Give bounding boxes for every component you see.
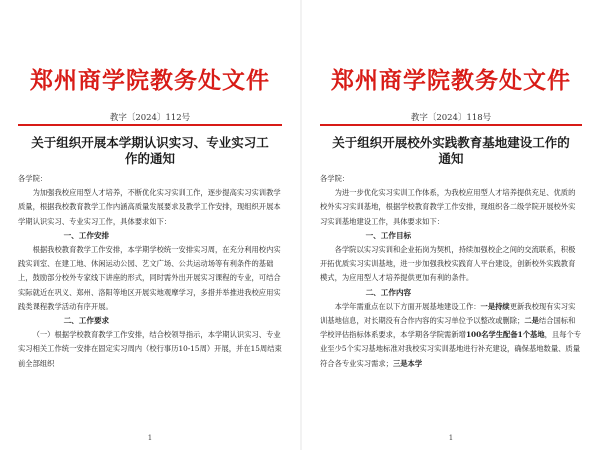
section-paragraph: （一）根据学校教育教学工作安排，结合校领导指示，本学期认识实习、专业实习相关工作统一安排在固定实习周内（校行事历10-15周）开展，并在15周结束前全部组织 [18, 330, 282, 368]
section-paragraph: 根据我校教育教学工作安排，本学期学校统一安排实习周，在充分利用校内实践实训室、在建工地、休闲运动公园、艺文广场、公共运动场等有利条件的基础上，鼓励部分校外专家线下讲座的形式，同时需外出开展实习课程的专业，可结合实际就近在巩义、郑州、洛阳等地区开展实地观摩学习，多措并举推进我校应用实践类课程教学活动有序开展。 [18, 245, 281, 311]
document-title: 关于组织开展校外实践教育基地建设工作的通知 [332, 135, 570, 166]
bold-run: 一是持续 [480, 301, 510, 311]
section-heading: 一、工作目标 [365, 230, 412, 240]
bold-run: 二是 [524, 316, 539, 326]
salutation: 各学院： [18, 174, 48, 183]
section-paragraph [320, 300, 582, 371]
header-divider [18, 124, 282, 126]
section-heading: 二、工作内容 [365, 287, 412, 297]
page-number: 1 [448, 434, 454, 442]
document-page-right [302, 0, 600, 450]
salutation: 各学院： [320, 174, 350, 183]
intro-paragraph: 为进一步优化实习实训工作体系，为我校应用型人才培养提供充足、优质的校外实习实训基地，根据学校教育教学工作安排，现组织各二级学院开展校外实习实训基地建设工作，具体要求如下： [320, 188, 576, 226]
text-run: 本学年需重点在以下方面开展基地建设工作： [334, 301, 481, 311]
document-header: 郑州商学院教务处文件 [331, 67, 571, 94]
section-paragraph: 各学院以实习实训和企业拓岗为契机，持续加强校企之间的交流联系，积极开拓优质实习实训基地，进一步加强我校实践育人平台建设，创新校外实践教育模式，为应用型人才培养提供更加有利的条件。 [320, 245, 576, 283]
intro-paragraph: 为加强我校应用型人才培养，不断优化实习实训工作，逐步提高实习实训教学质量，根据我校教育教学工作内涵高质量发展要求及教学工作安排，现组织开展本学期认识实习、专业实习工作，具体要求如下： [18, 188, 281, 226]
text-run: 结合国标和学校评估指标体系要求，本学期各学院需新增 [320, 316, 576, 340]
text-run: 更新我校现有实习实训基地信息，对长期没有合作内容的实习单位予以整改或删除； [320, 301, 576, 326]
document-number: 教字〔2024〕118号 [410, 113, 492, 123]
document-number: 教字〔2024〕112号 [109, 113, 191, 123]
bold-run: 100名学生配备1个基地 [465, 330, 545, 340]
section-heading: 一、工作安排 [63, 230, 110, 240]
text-run: ，且每个专业至少5个实习基地标准对我校实习实训基地进行补充建设，确保基地数量、质量符合各专业实习需求； [320, 330, 582, 368]
document-title: 关于组织开展本学期认识实习、专业实习工作的通知 [31, 135, 269, 166]
document-body [18, 172, 282, 371]
document-body [320, 172, 582, 371]
document-header: 郑州商学院教务处文件 [30, 67, 270, 94]
header-divider [320, 124, 582, 126]
bold-run: 三是本学 [392, 358, 423, 368]
section-heading: 二、工作要求 [63, 316, 110, 326]
page-number: 1 [147, 434, 153, 442]
